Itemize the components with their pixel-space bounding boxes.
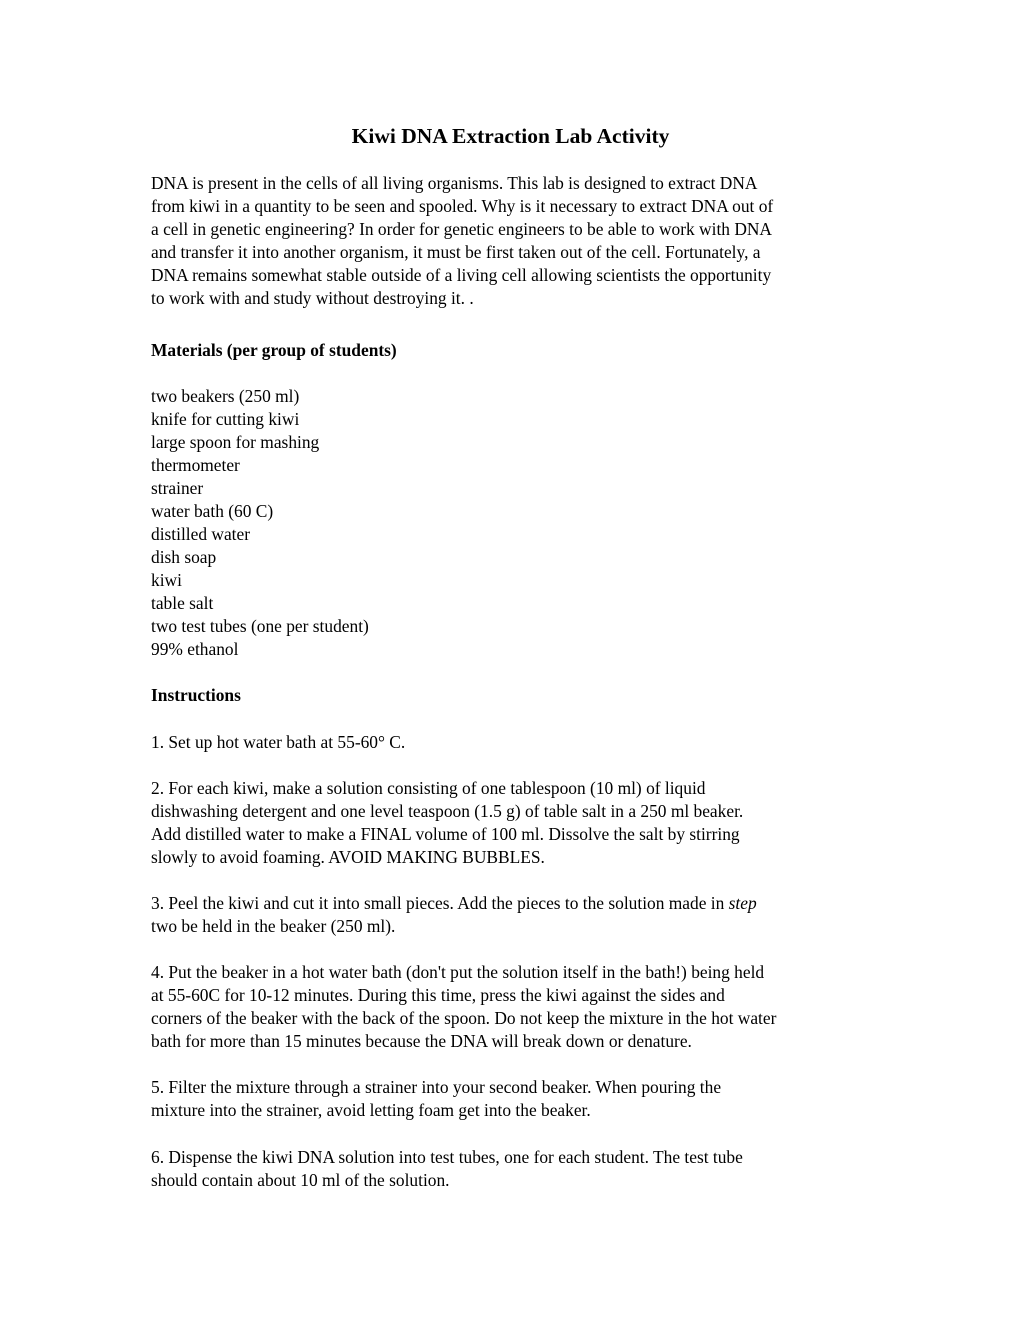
step-line: 3. Peel the kiwi and cut it into small pieces. Add the pieces to the solution made in bbox=[151, 893, 729, 913]
list-item: large spoon for mashing bbox=[151, 432, 320, 452]
instruction-step-5 bbox=[151, 1076, 876, 1122]
list-item: two beakers (250 ml) bbox=[151, 386, 300, 406]
list-item: table salt bbox=[151, 593, 214, 613]
intro-line: a cell in genetic engineering? In order for genetic engineers to be able to work with DNA bbox=[151, 219, 772, 239]
materials-heading: Materials (per group of students) bbox=[151, 340, 397, 360]
instruction-step-4 bbox=[151, 961, 876, 1053]
step-line: should contain about 10 ml of the solution. bbox=[151, 1170, 450, 1190]
intro-line: and transfer it into another organism, it must be first taken out of the cell. Fortunately, a bbox=[151, 242, 761, 262]
instruction-step-6 bbox=[151, 1146, 876, 1192]
list-item: 99% ethanol bbox=[151, 639, 239, 659]
list-item: thermometer bbox=[151, 455, 240, 475]
intro-line: DNA is present in the cells of all living organisms. This lab is designed to extract DNA bbox=[151, 173, 758, 193]
step-line: 5. Filter the mixture through a strainer into your second beaker. When pouring the bbox=[151, 1077, 722, 1097]
step-line: mixture into the strainer, avoid letting foam get into the beaker. bbox=[151, 1100, 591, 1120]
step-line: 2. For each kiwi, make a solution consisting of one tablespoon (10 ml) of liquid bbox=[151, 778, 706, 798]
intro-paragraph bbox=[151, 172, 876, 310]
intro-line: from kiwi in a quantity to be seen and spooled. Why is it necessary to extract DNA out of bbox=[151, 196, 774, 216]
step-line: bath for more than 15 minutes because the DNA will break down or denature. bbox=[151, 1031, 692, 1051]
intro-line: to work with and study without destroying it. . bbox=[151, 288, 474, 308]
step-line: two be held in the beaker (250 ml). bbox=[151, 916, 396, 936]
step-line: corners of the beaker with the back of the spoon. Do not keep the mixture in the hot water bbox=[151, 1008, 777, 1028]
instructions-heading: Instructions bbox=[151, 685, 241, 705]
list-item: dish soap bbox=[151, 547, 217, 567]
list-item: two test tubes (one per student) bbox=[151, 616, 369, 636]
list-item: knife for cutting kiwi bbox=[151, 409, 300, 429]
step-line: slowly to avoid foaming. AVOID MAKING BUBBLES. bbox=[151, 847, 545, 867]
list-item: kiwi bbox=[151, 570, 182, 590]
instruction-step-3 bbox=[151, 892, 876, 938]
instruction-step-2 bbox=[151, 777, 876, 869]
instruction-step-1 bbox=[151, 731, 876, 754]
materials-list bbox=[151, 385, 369, 661]
list-item: distilled water bbox=[151, 524, 251, 544]
document-title: Kiwi DNA Extraction Lab Activity bbox=[351, 124, 670, 148]
list-item: strainer bbox=[151, 478, 204, 498]
list-item: water bath (60 C) bbox=[151, 501, 274, 521]
step-line: 6. Dispense the kiwi DNA solution into test tubes, one for each student. The test tube bbox=[151, 1147, 743, 1167]
step-line: 1. Set up hot water bath at 55-60° C. bbox=[151, 732, 406, 752]
step-line: dishwashing detergent and one level teaspoon (1.5 g) of table salt in a 250 ml beaker. bbox=[151, 801, 744, 821]
intro-line: DNA remains somewhat stable outside of a living cell allowing scientists the opportunity bbox=[151, 265, 772, 285]
step-line: at 55-60C for 10-12 minutes. During this time, press the kiwi against the sides and bbox=[151, 985, 725, 1005]
step-line: 4. Put the beaker in a hot water bath (don't put the solution itself in the bath!) being held bbox=[151, 962, 765, 982]
step-line: Add distilled water to make a FINAL volume of 100 ml. Dissolve the salt by stirring bbox=[151, 824, 740, 844]
step-emphasis: step bbox=[728, 893, 757, 913]
